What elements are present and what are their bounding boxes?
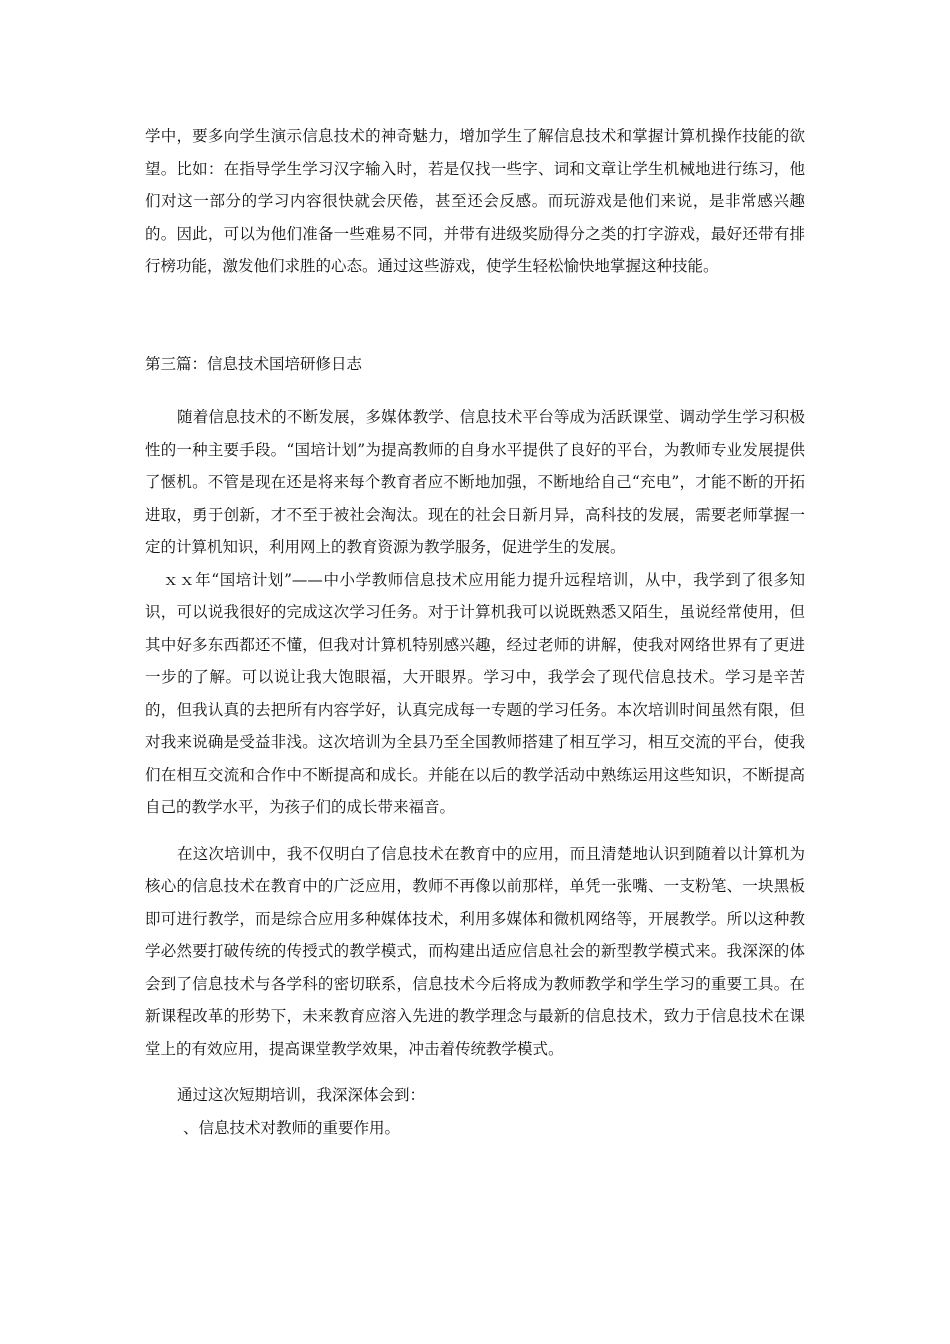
paragraph-3: 在这次培训中，我不仅明白了信息技术在教育中的应用，而且清楚地认识到随着以计算机为核心的信息技术在教育中的广泛应用，教师不再像以前那样，单凭一张嘴、一支粉笔、一块黑板即可进行教学，而是综合应用多种媒体技术，利用多媒体和微机网络等，开展教学。所以这种教学必然要打破传统的传授式的教学模式，而构建出适应信息社会的新型教学模式来。我深深的体会到了信息技术与各学科的密切联系，信息技术今后将成为教师教学和学生学习的重要工具。在新课程改革的形势下，未来教育应溶入先进的教学理念与最新的信息技术，致力于信息技术在课堂上的有效应用，提高课堂教学效果，冲击着传统教学模式。 bbox=[145, 844, 805, 1058]
paragraph-2: ｘｘ年“国培计划”——中小学教师信息技术应用能力提升远程培训，从中，我学到了很多知识，可以说我很好的完成这次学习任务。对于计算机我可以说既熟悉又陌生，虽说经常使用，但其中好多东西都还不懂，但我对计算机特别感兴趣，经过老师的讲解，使我对网络世界有了更进一步的了解。可以说让我大饱眼福，大开眼界。学习中，我学会了现代信息技术。学习是辛苦的，但我认真的去把所有内容学好，认真完成每一专题的学习任务。本次培训时间虽然有限，但对我来说确是受益非浅。这次培训为全县乃至全国教师搭建了相互学习，相互交流的平台，使我们在相互交流和合作中不断提高和成长。并能在以后的教学活动中熟练运用这些知识，不断提高自己的教学水平，为孩子们的成长带来福音。 bbox=[145, 570, 805, 816]
intro-paragraph: 学中，要多向学生演示信息技术的神奇魅力，增加学生了解信息技术和掌握计算机操作技能的欲望。比如：在指导学生学习汉字输入时，若是仅找一些字、词和文章让学生机械地进行练习，他们对这一部分的学习内容很快就会厌倦，甚至还会反感。而玩游戏是他们来说，是非常感兴趣的。因此，可以为他们准备一些难易不同，并带有进级奖励得分之类的打字游戏，最好还带有排行榜功能，激发他们求胜的心态。通过这些游戏，使学生轻松愉快地掌握这种技能。 bbox=[145, 127, 805, 275]
list-item-1: 、信息技术对教师的重要作用。 bbox=[183, 1118, 401, 1137]
document-page bbox=[145, 120, 805, 1144]
paragraph-1: 随着信息技术的不断发展，多媒体教学、信息技术平台等成为活跃课堂、调动学生学习积极性的一种主要手段。“国培计划”为提高教师的自身水平提供了良好的平台，为教师专业发展提供了愜机。不管是现在还是将来每个教育者应不断地加强，不断地给自己“充电”，才能不断的开拓进取，勇于创新，才不至于被社会淘汰。现在的社会日新月异，高科技的发展，需要老师掌握一定的计算机知识，利用网上的教育资源为教学服务，促进学生的发展。 bbox=[145, 408, 805, 556]
section-heading: 第三篇：信息技术国培研修日志 bbox=[145, 354, 363, 373]
paragraph-4: 通过这次短期培训，我深深体会到： bbox=[177, 1086, 426, 1104]
